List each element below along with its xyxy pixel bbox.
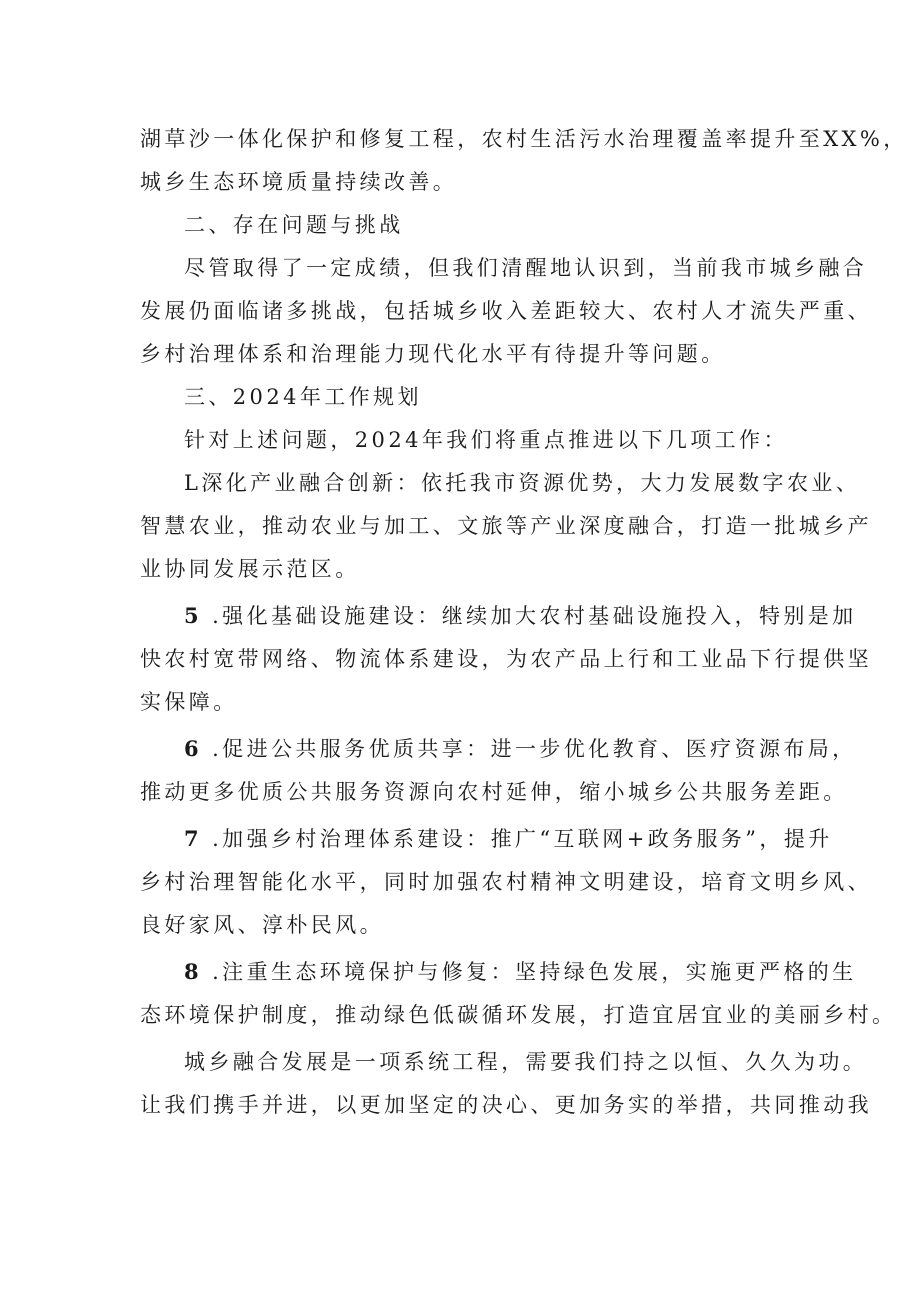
list-item-line [184,601,857,631]
text-line: 城乡生态环境质量持续改善。 [140,170,458,194]
list-item-line [184,957,857,987]
text-line: 湖草沙一体化保护和修复工程，农村生活污水治理覆盖率提升至XX%， [140,127,908,151]
text-line: 针对上述问题，2024年我们将重点推进以下几项工作： [184,428,788,452]
list-number: 6 [184,736,203,761]
list-number: 7 [184,826,203,851]
list-item-line [184,824,833,854]
text-line: 态环境保护制度，推动绿色低碳循环发展，打造宜居宜业的美丽乡村。 [140,1003,897,1027]
text-line: 推动更多优质公共服务资源向农村延伸，缩小城乡公共服务差距。 [140,780,848,804]
text-line: 良好家风、淳朴民风。 [140,913,384,937]
text-line: 发展仍面临诸多挑战，包括城乡收入差距较大、农村人才流失严重、 [140,299,872,323]
text-line: 乡村治理体系和治理能力现代化水平有待提升等问题。 [140,342,726,366]
list-item-line [184,734,857,764]
list-number: 8 [184,959,203,984]
text-line: 让我们携手并进，以更加坚定的决心、更加务实的举措，共同推动我 [140,1093,872,1117]
text-line: 实保障。 [140,690,238,714]
text-line: 智慧农业，推动农业与加工、文旅等产业深度融合，打造一批城乡产 [140,514,872,538]
section-heading: 二、存在问题与挑战 [184,213,404,237]
text-line: 尽管取得了一定成绩，但我们清醒地认识到，当前我市城乡融合 [184,256,868,280]
text-line: 快农村宽带网络、物流体系建设，为农产品上行和工业品下行提供坚 [140,647,872,671]
section-heading: 三、2024年工作规划 [184,385,422,409]
list-item-line: L深化产业融合创新：依托我市资源优势，大力发展数字农业、 [184,471,861,495]
list-item-text: .加强乡村治理体系建设：推广“互联网+政务服务”，提升 [212,827,833,851]
list-item-text: .注重生态环境保护与修复：坚持绿色发展，实施更严格的生 [212,960,857,984]
list-number: 5 [184,603,203,628]
list-item-text: .促进公共服务优质共享：进一步优化教育、医疗资源布局， [212,737,857,761]
list-item-text: .强化基础设施建设：继续加大农村基础设施投入，特别是加 [212,604,857,628]
text-line: 城乡融合发展是一项系统工程，需要我们持之以恒、久久为功。 [184,1050,868,1074]
text-line: 乡村治理智能化水平，同时加强农村精神文明建设，培育文明乡风、 [140,870,872,894]
text-line: 业协同发展示范区。 [140,557,360,581]
